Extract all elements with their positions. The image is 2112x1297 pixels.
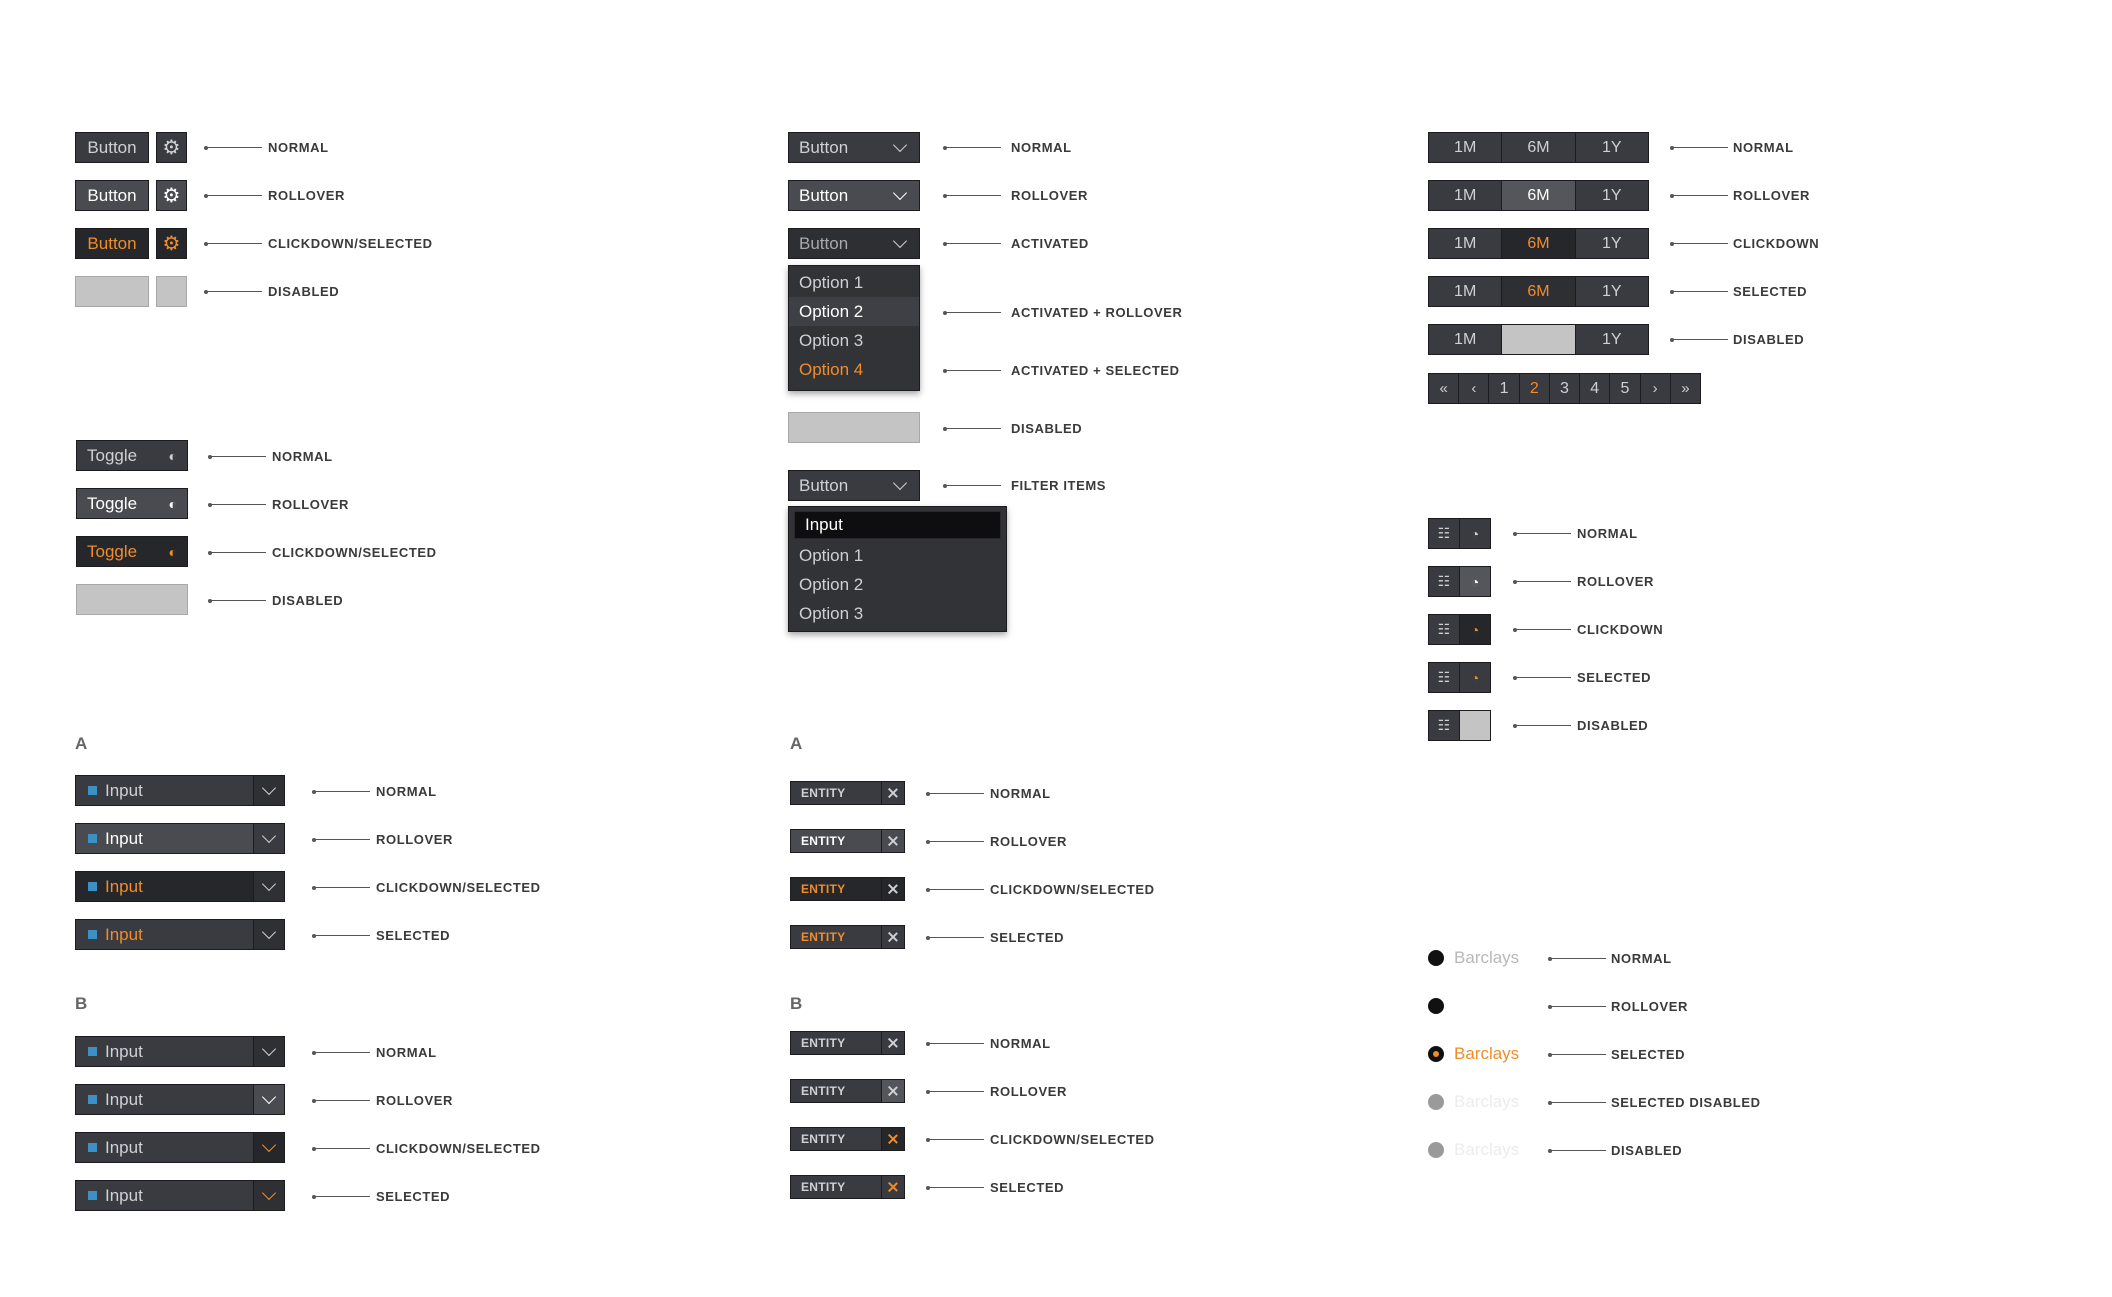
- close-icon: [887, 787, 899, 799]
- segment-1y[interactable]: 1Y: [1576, 133, 1648, 162]
- filter-item-option-3[interactable]: Option 3: [799, 604, 864, 623]
- leader-line: [928, 937, 984, 938]
- leader-line: [945, 428, 1001, 429]
- dropdown-normal[interactable]: [788, 132, 920, 163]
- button-label: Button: [87, 138, 137, 157]
- radio-label: Barclays: [1454, 1140, 1520, 1159]
- dropdown-toggle[interactable]: [253, 824, 284, 853]
- entity-label: ENTITY: [801, 1132, 846, 1146]
- chevron-down-icon: [893, 186, 907, 200]
- state-label: SELECTED: [1577, 670, 1652, 685]
- state-label: CLICKDOWN/SELECTED: [376, 1141, 541, 1156]
- input-label: Input: [105, 1186, 143, 1205]
- view-toggle-clickdown: [1428, 614, 1491, 645]
- entity-normal[interactable]: [790, 781, 905, 805]
- blue-square-icon: [88, 1143, 97, 1152]
- dropdown-toggle[interactable]: [253, 1133, 284, 1162]
- leader-line: [1550, 1102, 1606, 1103]
- toggle-clickdown[interactable]: [76, 536, 188, 567]
- segment-6m[interactable]: 6M: [1502, 229, 1574, 258]
- close-icon: [887, 835, 899, 847]
- dropdown-label: Button: [799, 138, 849, 157]
- prev-page-button[interactable]: ‹: [1459, 374, 1488, 403]
- section-label-a: A: [790, 734, 803, 753]
- gear-icon-disabled: [156, 276, 187, 307]
- entity-normal[interactable]: [790, 1031, 905, 1055]
- filter-input-text: Input: [805, 515, 843, 534]
- chevron-down-icon: [893, 476, 907, 490]
- dropdown-toggle[interactable]: [253, 872, 284, 901]
- view-toggle-disabled: [1428, 710, 1491, 741]
- state-label: CLICKDOWN/SELECTED: [272, 545, 437, 560]
- blue-square-icon: [88, 1047, 97, 1056]
- button-label: Button: [87, 234, 137, 253]
- segment-6m[interactable]: 6M: [1502, 181, 1574, 210]
- segment-6m[interactable]: 6M: [1502, 277, 1574, 306]
- toggle-label: Toggle: [87, 542, 138, 561]
- leader-line: [928, 889, 984, 890]
- segment-6m[interactable]: 6M: [1502, 133, 1574, 162]
- state-label: ROLLOVER: [990, 834, 1068, 849]
- chevron-down-icon: [262, 781, 276, 795]
- radio-rollover[interactable]: [1428, 998, 1444, 1014]
- state-label: ROLLOVER: [1733, 188, 1811, 203]
- leader-line: [210, 552, 266, 553]
- dropdown-toggle[interactable]: [253, 1181, 284, 1210]
- blue-square-icon: [88, 930, 97, 939]
- entity-label: ENTITY: [801, 834, 846, 848]
- segmented-normal: [1428, 132, 1649, 163]
- dropdown-label: Button: [799, 234, 849, 253]
- entity-clickdown[interactable]: [790, 1127, 905, 1151]
- entity-label: ENTITY: [801, 930, 846, 944]
- button-disabled: [75, 276, 149, 307]
- half-circle-icon: ◐: [168, 544, 177, 560]
- leader-line: [1550, 1006, 1606, 1007]
- state-label: DISABLED: [268, 284, 340, 299]
- leader-line: [314, 1148, 370, 1149]
- chevron-down-icon: [893, 234, 907, 248]
- close-icon: [887, 1133, 899, 1145]
- state-label: SELECTED DISABLED: [1611, 1095, 1761, 1110]
- input-rollover[interactable]: [75, 823, 285, 854]
- leader-line: [206, 147, 262, 148]
- state-label: ROLLOVER: [376, 1093, 454, 1108]
- leader-line: [314, 1100, 370, 1101]
- chevron-down-icon: [262, 829, 276, 843]
- state-label: SELECTED: [376, 1189, 451, 1204]
- menu-item-option-4[interactable]: Option 4: [799, 360, 864, 379]
- leader-line: [1672, 147, 1728, 148]
- segmented-disabled: [1428, 324, 1649, 355]
- close-icon: [887, 1037, 899, 1049]
- grid-view-icon[interactable]: ☷: [1429, 711, 1459, 740]
- segment-1y[interactable]: 1Y: [1576, 277, 1648, 306]
- leader-line: [1515, 581, 1571, 582]
- remove-entity-button[interactable]: [881, 1080, 904, 1102]
- state-label: NORMAL: [1011, 140, 1072, 155]
- dropdown-disabled: [788, 412, 920, 443]
- gear-icon[interactable]: ⚙: [156, 132, 187, 163]
- state-label: DISABLED: [1733, 332, 1805, 347]
- page-4[interactable]: 4: [1580, 374, 1609, 403]
- state-label: CLICKDOWN: [1733, 236, 1820, 251]
- entity-label: ENTITY: [801, 882, 846, 896]
- radio-label: Barclays: [1454, 1044, 1520, 1063]
- state-label: ROLLOVER: [376, 832, 454, 847]
- dropdown-label: Button: [799, 186, 849, 205]
- leader-line: [1515, 725, 1571, 726]
- input-label: Input: [105, 781, 143, 800]
- close-icon: [887, 931, 899, 943]
- leader-line: [210, 600, 266, 601]
- segment-1m[interactable]: 1M: [1429, 181, 1501, 210]
- dropdown-label: Button: [799, 476, 849, 495]
- entity-label: ENTITY: [801, 1180, 846, 1194]
- entity-selected[interactable]: [790, 925, 905, 949]
- chart-view-icon[interactable]: ◔: [1460, 663, 1490, 692]
- leader-line: [1515, 629, 1571, 630]
- page-5[interactable]: 5: [1610, 374, 1639, 403]
- segmented-selected: [1428, 276, 1649, 307]
- grid-view-icon[interactable]: ☷: [1429, 519, 1459, 548]
- section-label-a: A: [75, 734, 88, 753]
- state-label: ACTIVATED: [1011, 236, 1089, 251]
- filter-input[interactable]: [794, 511, 1001, 539]
- leader-line: [1672, 243, 1728, 244]
- segment-disabled: [1502, 325, 1574, 354]
- state-label: ROLLOVER: [1577, 574, 1655, 589]
- dropdown-filter[interactable]: [788, 470, 920, 501]
- state-label: DISABLED: [1611, 1143, 1683, 1158]
- entity-clickdown[interactable]: [790, 877, 905, 901]
- leader-line: [206, 291, 262, 292]
- leader-line: [1550, 1054, 1606, 1055]
- button-normal[interactable]: [75, 132, 149, 163]
- leader-line: [928, 1043, 984, 1044]
- chevron-down-icon: [262, 1186, 276, 1200]
- state-label: SELECTED: [376, 928, 451, 943]
- remove-entity-button[interactable]: [881, 878, 904, 900]
- grid-view-icon[interactable]: ☷: [1429, 663, 1459, 692]
- button-label: Button: [87, 186, 137, 205]
- input-label: Input: [105, 877, 143, 896]
- menu-item-option-2[interactable]: Option 2: [789, 297, 919, 326]
- radio-label: Barclays: [1454, 1092, 1520, 1111]
- blue-square-icon: [88, 834, 97, 843]
- dropdown-activated[interactable]: [788, 228, 920, 259]
- chart-view-icon[interactable]: ◔: [1460, 615, 1490, 644]
- entity-label: ENTITY: [801, 1084, 846, 1098]
- toggle-rollover[interactable]: [76, 488, 188, 519]
- state-label: ROLLOVER: [268, 188, 346, 203]
- state-label: ROLLOVER: [1611, 999, 1689, 1014]
- leader-line: [314, 935, 370, 936]
- toggle-disabled: [76, 584, 188, 615]
- grid-view-icon[interactable]: ☷: [1429, 615, 1459, 644]
- chevron-down-icon: [262, 1138, 276, 1152]
- chart-view-icon[interactable]: ◔: [1460, 567, 1490, 596]
- toggle-label: Toggle: [87, 494, 138, 513]
- leader-line: [928, 1139, 984, 1140]
- button-rollover[interactable]: [75, 180, 149, 211]
- close-icon: [887, 1181, 899, 1193]
- close-icon: [887, 883, 899, 895]
- leader-line: [1672, 195, 1728, 196]
- blue-square-icon: [88, 786, 97, 795]
- dropdown-toggle[interactable]: [253, 920, 284, 949]
- remove-entity-button[interactable]: [881, 926, 904, 948]
- close-icon: [887, 1085, 899, 1097]
- state-label: NORMAL: [1733, 140, 1794, 155]
- filter-item-option-2[interactable]: Option 2: [799, 575, 864, 594]
- dropdown-toggle[interactable]: [253, 776, 284, 805]
- segment-1m[interactable]: 1M: [1429, 133, 1501, 162]
- leader-line: [314, 791, 370, 792]
- leader-line: [206, 195, 262, 196]
- filter-menu: [788, 506, 1007, 632]
- radio-disabled: [1428, 1142, 1444, 1158]
- state-label: ACTIVATED + SELECTED: [1011, 363, 1180, 378]
- chart-view-disabled: [1460, 711, 1490, 740]
- state-label: NORMAL: [272, 449, 333, 464]
- leader-line: [1672, 339, 1728, 340]
- leader-line: [1515, 533, 1571, 534]
- input-selected[interactable]: [75, 919, 285, 950]
- leader-line: [945, 195, 1001, 196]
- leader-line: [314, 1196, 370, 1197]
- toggle-normal[interactable]: [76, 440, 188, 471]
- leader-line: [1672, 291, 1728, 292]
- entity-label: ENTITY: [801, 1036, 846, 1050]
- dropdown-menu: [788, 265, 920, 391]
- gear-icon[interactable]: ⚙: [156, 228, 187, 259]
- section-label-b: B: [75, 994, 88, 1013]
- state-label: ACTIVATED + ROLLOVER: [1011, 305, 1183, 320]
- state-label: NORMAL: [990, 786, 1051, 801]
- menu-item-option-3[interactable]: Option 3: [799, 331, 864, 350]
- entity-rollover[interactable]: [790, 1079, 905, 1103]
- leader-line: [1550, 1150, 1606, 1151]
- input-label: Input: [105, 1138, 143, 1157]
- state-label: ROLLOVER: [1011, 188, 1089, 203]
- input-label: Input: [105, 1042, 143, 1061]
- state-label: SELECTED: [1611, 1047, 1686, 1062]
- filter-item-option-1[interactable]: Option 1: [799, 546, 864, 565]
- page-2[interactable]: 2: [1520, 374, 1549, 403]
- state-label: NORMAL: [268, 140, 329, 155]
- radio-selected[interactable]: [1428, 1046, 1444, 1062]
- input-normal[interactable]: [75, 1036, 285, 1067]
- input-rollover[interactable]: [75, 1084, 285, 1115]
- radio-label: Barclays: [1454, 948, 1520, 967]
- leader-line: [206, 243, 262, 244]
- view-toggle-normal: [1428, 518, 1491, 549]
- remove-entity-button[interactable]: [881, 830, 904, 852]
- state-label: NORMAL: [376, 784, 437, 799]
- state-label: CLICKDOWN/SELECTED: [268, 236, 433, 251]
- state-label: ROLLOVER: [272, 497, 350, 512]
- state-label: FILTER ITEMS: [1011, 478, 1107, 493]
- radio-selected-disabled: [1428, 1094, 1444, 1110]
- toggle-label: Toggle: [87, 446, 138, 465]
- page-1[interactable]: 1: [1489, 374, 1518, 403]
- remove-entity-button[interactable]: [881, 1176, 904, 1198]
- state-label: NORMAL: [990, 1036, 1051, 1051]
- view-toggle-selected: [1428, 662, 1491, 693]
- half-circle-icon: ◐: [168, 448, 177, 464]
- blue-square-icon: [88, 882, 97, 891]
- input-label: Input: [105, 829, 143, 848]
- leader-line: [928, 793, 984, 794]
- dropdown-toggle[interactable]: [253, 1085, 284, 1114]
- blue-square-icon: [88, 1191, 97, 1200]
- segment-1y[interactable]: 1Y: [1576, 229, 1648, 258]
- state-label: SELECTED: [990, 930, 1065, 945]
- entity-label: ENTITY: [801, 786, 846, 800]
- leader-line: [945, 147, 1001, 148]
- state-label: DISABLED: [1011, 421, 1083, 436]
- leader-line: [314, 1052, 370, 1053]
- segment-1y[interactable]: 1Y: [1576, 325, 1648, 354]
- remove-entity-button[interactable]: [881, 1032, 904, 1054]
- pagination: [1428, 373, 1701, 404]
- input-selected[interactable]: [75, 1180, 285, 1211]
- blue-square-icon: [88, 1095, 97, 1104]
- leader-line: [945, 312, 1001, 313]
- leader-line: [1515, 677, 1571, 678]
- segmented-clickdown: [1428, 228, 1649, 259]
- state-label: CLICKDOWN: [1577, 622, 1664, 637]
- input-clickdown[interactable]: [75, 871, 285, 902]
- leader-line: [314, 887, 370, 888]
- segment-1y[interactable]: 1Y: [1576, 181, 1648, 210]
- gear-icon[interactable]: ⚙: [156, 180, 187, 211]
- entity-rollover[interactable]: [790, 829, 905, 853]
- segment-1m[interactable]: 1M: [1429, 277, 1501, 306]
- leader-line: [945, 243, 1001, 244]
- menu-item-option-1[interactable]: Option 1: [799, 273, 864, 292]
- button-clickdown[interactable]: [75, 228, 149, 259]
- leader-line: [210, 456, 266, 457]
- remove-entity-button[interactable]: [881, 782, 904, 804]
- state-label: NORMAL: [376, 1045, 437, 1060]
- leader-line: [210, 504, 266, 505]
- state-label: CLICKDOWN/SELECTED: [376, 880, 541, 895]
- first-page-button[interactable]: «: [1429, 374, 1458, 403]
- leader-line: [945, 370, 1001, 371]
- leader-line: [945, 485, 1001, 486]
- leader-line: [928, 1187, 984, 1188]
- chart-view-icon[interactable]: ◔: [1460, 519, 1490, 548]
- state-label: DISABLED: [272, 593, 344, 608]
- state-label: CLICKDOWN/SELECTED: [990, 882, 1155, 897]
- last-page-button[interactable]: »: [1671, 374, 1700, 403]
- dropdown-toggle[interactable]: [253, 1037, 284, 1066]
- next-page-button[interactable]: ›: [1641, 374, 1670, 403]
- state-label: SELECTED: [990, 1180, 1065, 1195]
- state-label: ROLLOVER: [990, 1084, 1068, 1099]
- page-3[interactable]: 3: [1550, 374, 1579, 403]
- chevron-down-icon: [262, 877, 276, 891]
- input-clickdown[interactable]: [75, 1132, 285, 1163]
- chevron-down-icon: [893, 138, 907, 152]
- leader-line: [314, 839, 370, 840]
- grid-view-icon[interactable]: ☷: [1429, 567, 1459, 596]
- section-label-b: B: [790, 994, 803, 1013]
- input-label: Input: [105, 925, 143, 944]
- input-normal[interactable]: [75, 775, 285, 806]
- entity-selected[interactable]: [790, 1175, 905, 1199]
- chevron-down-icon: [262, 925, 276, 939]
- dropdown-rollover[interactable]: [788, 180, 920, 211]
- remove-entity-button[interactable]: [881, 1128, 904, 1150]
- state-label: NORMAL: [1577, 526, 1638, 541]
- radio-normal[interactable]: [1428, 950, 1444, 966]
- view-toggle-rollover: [1428, 566, 1491, 597]
- segment-1m[interactable]: 1M: [1429, 325, 1501, 354]
- state-label: NORMAL: [1611, 951, 1672, 966]
- state-label: CLICKDOWN/SELECTED: [990, 1132, 1155, 1147]
- chevron-down-icon: [262, 1042, 276, 1056]
- half-circle-icon: ◐: [168, 496, 177, 512]
- leader-line: [1550, 958, 1606, 959]
- leader-line: [928, 841, 984, 842]
- segment-1m[interactable]: 1M: [1429, 229, 1501, 258]
- leader-line: [928, 1091, 984, 1092]
- state-label: DISABLED: [1577, 718, 1649, 733]
- chevron-down-icon: [262, 1090, 276, 1104]
- input-label: Input: [105, 1090, 143, 1109]
- segmented-rollover: [1428, 180, 1649, 211]
- state-label: SELECTED: [1733, 284, 1808, 299]
